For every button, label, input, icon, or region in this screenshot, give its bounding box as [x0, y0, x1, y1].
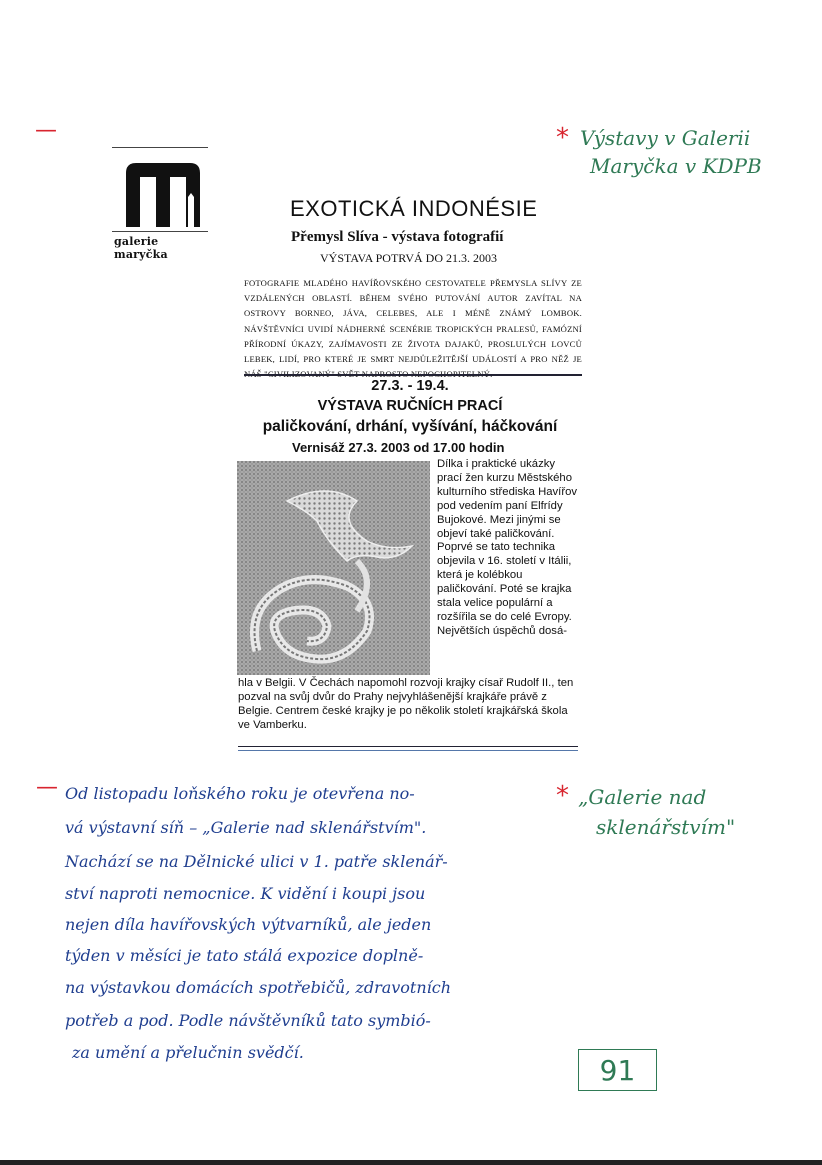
handwritten-line: na výstavkou domácích spotřebičů, zdravotních: [65, 978, 452, 997]
handwritten-line: Nachází se na Dělnické ulici v 1. patře sklenář-: [65, 852, 448, 871]
article1-duration: VÝSTAVA POTRVÁ DO 21.3. 2003: [320, 251, 497, 265]
article1-title: EXOTICKÁ INDONÉSIE: [290, 196, 538, 221]
handwritten-line: potřeb a pod. Podle návštěvníků tato symbió-: [65, 1011, 431, 1030]
asterisk-mark-bottom: *: [556, 781, 569, 811]
margin-note-bottom-line2: sklenářstvím": [596, 815, 736, 839]
article1-body: FOTOGRAFIE MLADÉHO HAVÍŘOVSKÉHO CESTOVATELE PŘEMYSLA SLÍVY ZE VZDÁLENÝCH OBLASTÍ. BĚHEM SVÉHO PUTOVÁNÍ AUTOR ZAVÍTAL NA OSTROVY BORNEO, JÁVA, CELEBES, ALE I MÉNĚ ZNÁMÝ LOMBOK. NÁVŠTĚVNÍCI UVIDÍ NÁDHERNÉ SCENÉRIE TROPICKÝCH PRALESŮ, FAMÓZNÍ PŘÍRODNÍ ÚKAZY, ZAJÍMAVOSTI ZE ŽIVOTA DAJAKŮ, PROSLULÝCH LOVCŮ LEBEK, LIDÍ, PRO KTERÉ JE SMRT NEJDŮLEŽITĚJŠÍ UDÁLOSTÍ A PRO NĚŽ JE: [244, 278, 582, 365]
handwritten-line: ství naproti nemocnice. K vidění i koupi jsou: [65, 884, 426, 903]
galerie-logo: [112, 147, 208, 261]
handwritten-line: týden v měsíci je tato stálá expozice doplně-: [65, 946, 424, 965]
red-dash-mark: —: [36, 775, 58, 800]
asterisk-mark-top: *: [556, 123, 569, 153]
m-logo-icon: [120, 157, 204, 229]
page-number-box: [578, 1049, 657, 1091]
article1-subtitle: Přemysl Slíva - výstava fotografií: [291, 229, 504, 245]
logo-text: galerie maryčka: [114, 235, 168, 261]
page-number: 91: [599, 1054, 636, 1087]
margin-note-top-line2: Maryčka v KDPB: [590, 154, 762, 178]
handwritten-line: vá výstavní síň – „Galerie nad sklenářstvím".: [65, 818, 427, 837]
margin-note-bottom-line1: „Galerie nad: [578, 785, 707, 809]
lace-photo: [237, 461, 430, 675]
article2-body-column: Dílka i praktické ukázky prací žen kurzu Městského kulturního střediska Havířov pod vedením paní Elfrídy Bujokové. Mezi jinými se objeví také paličkování. Poprvé se tato technika objevila v 16. století v Itálii, která je kolébkou paličkování. Poté se krajka stala velice populární a rozšířila se do celé Evropy. Největších úspěchů dosá-: [437, 458, 578, 637]
handwritten-line: Od listopadu loňského roku je otevřena no-: [65, 784, 415, 803]
handwritten-line: nejen díla havířovských výtvarníků, ale jeden: [65, 915, 432, 934]
article2-heading: VÝSTAVA RUČNÍCH PRACÍ: [317, 398, 503, 414]
handwritten-line: za umění a přelučnin svědčí.: [72, 1043, 304, 1062]
divider: [244, 374, 582, 376]
divider: [238, 746, 578, 747]
article2-subheading: paličkování, drhání, vyšívání, háčkování: [262, 418, 558, 435]
divider: [238, 750, 578, 751]
article2-vernisage: Vernisáž 27.3. 2003 od 17.00 hodin: [292, 440, 505, 455]
margin-note-top-line1: Výstavy v Galerii: [580, 126, 751, 150]
article2-dates: 27.3. - 19.4.: [371, 378, 449, 394]
red-margin-dash-top: —: [35, 118, 57, 143]
scan-edge: [0, 1160, 822, 1165]
article2-body-full: hla v Belgii. V Čechách napomohl rozvoji krajky císař Rudolf II., ten pozval na svůj dvůr do Prahy nejvyhlášenější krajkáře právě z Belgie. Centrem české krajky je po několik století krajkářská škola ve Vamberku.: [238, 677, 574, 731]
